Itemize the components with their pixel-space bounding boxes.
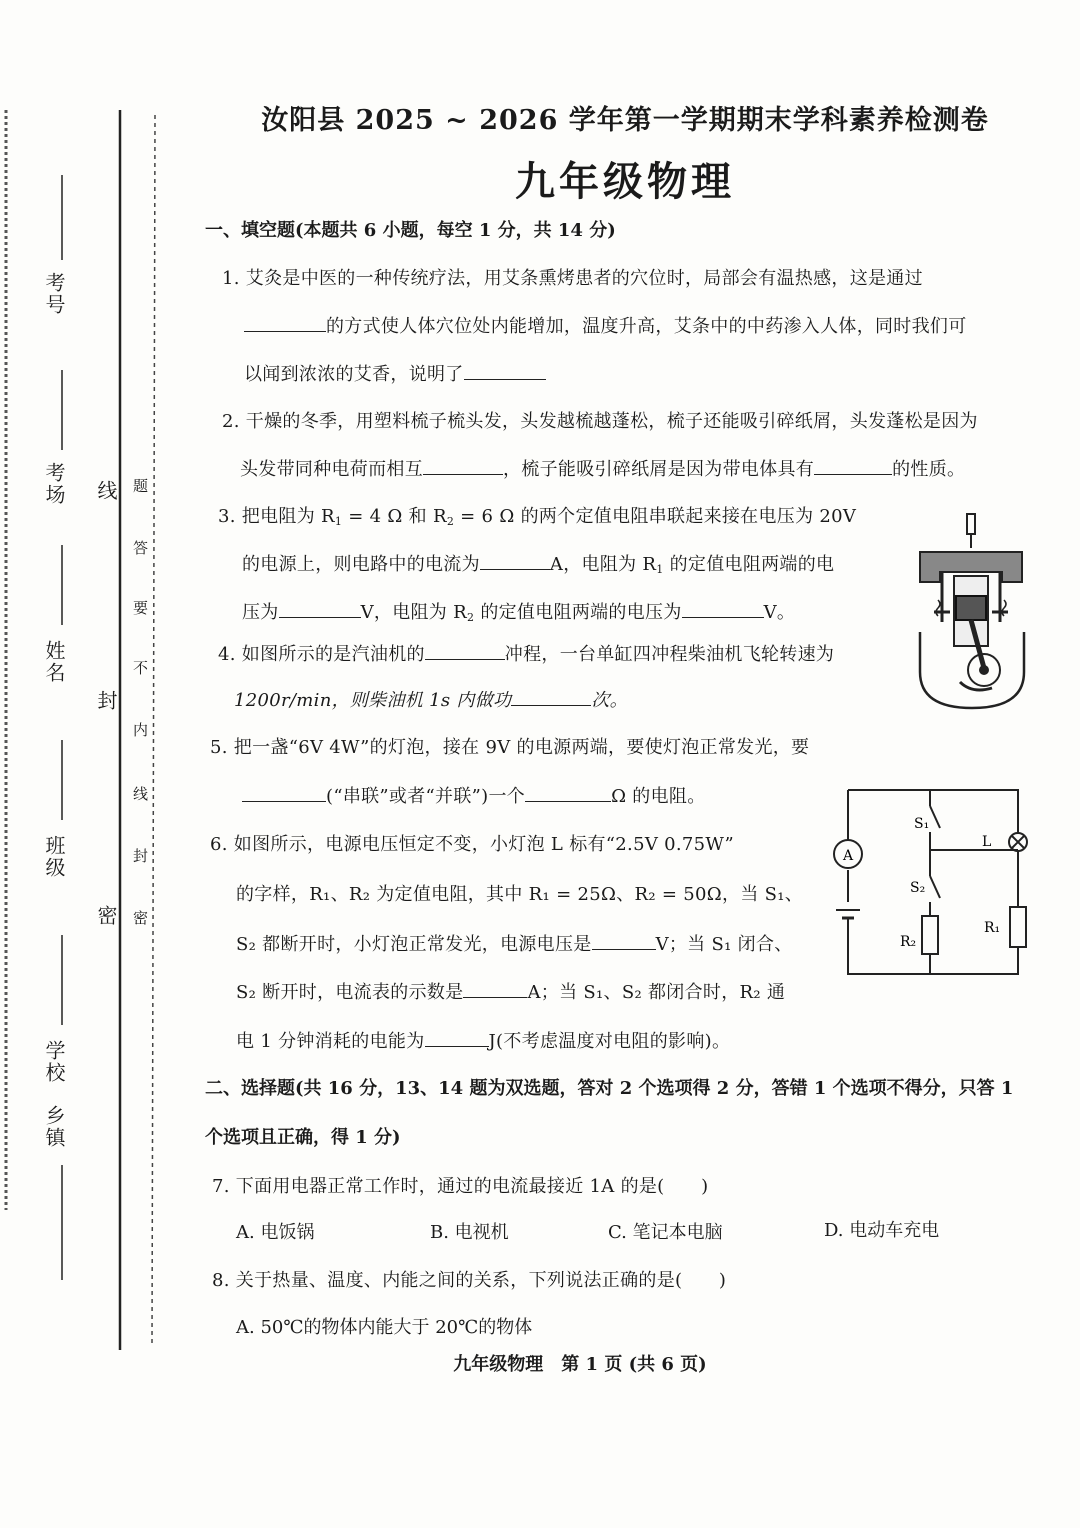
- seal-note-4: 不: [131, 660, 149, 675]
- field-exam-number: 考号: [42, 272, 66, 316]
- q2-line1: 2. 干燥的冬季，用塑料梳子梳头发，头发越梳越蓬松，梳子还能吸引碎纸屑，头发蓬松是因为: [222, 411, 978, 432]
- engine-diagram: [912, 512, 1030, 712]
- q1-line3: 以闻到浓浓的艾香，说明了: [244, 360, 546, 386]
- r1-label: R₁: [984, 920, 1001, 936]
- q7-option-b[interactable]: B. 电视机: [430, 1222, 509, 1243]
- seal-note-2: 答: [131, 540, 149, 555]
- section2-heading-line1: 二、选择题(共 16 分，13、14 题为双选题，答对 2 个选项得 2 分，答错 1 个选项不得分，只答 1: [205, 1078, 1014, 1099]
- seal-note-6: 线: [131, 786, 149, 801]
- q8-stem: 8. 关于热量、温度、内能之间的关系，下列说法正确的是( ): [212, 1270, 727, 1291]
- q4-blank2[interactable]: [511, 689, 591, 706]
- section1-heading: 一、填空题(本题共 6 小题，每空 1 分，共 14 分): [205, 220, 616, 241]
- seal-note-3: 要: [131, 600, 149, 615]
- field-township: 乡镇: [42, 1105, 66, 1149]
- seal-note-1: 题: [131, 478, 149, 493]
- q6-blank2[interactable]: [463, 981, 527, 998]
- seal-note-8: 密: [131, 910, 149, 925]
- q6-line5: 电 1 分钟消耗的电能为 J(不考虑温度对电阻的影响)。: [236, 1031, 731, 1052]
- q3-line2: 的电源上，则电路中的电流为 A，电阻为 $R_1$ 的定值电阻两端的电: [242, 554, 835, 576]
- q5-blank1[interactable]: [242, 785, 326, 802]
- q3-blank2[interactable]: [279, 601, 361, 618]
- seal-note-7: 封: [131, 848, 149, 863]
- subject-title: 九年级物理: [515, 158, 735, 205]
- field-school: 学校: [42, 1040, 66, 1084]
- circuit-diagram: [820, 782, 1036, 982]
- q4-line2: 1200r/min，则柴油机 1s 内做功 次。: [234, 690, 628, 711]
- q4-line1: 4. 如图所示的是汽油机的 冲程，一台单缸四冲程柴油机飞轮转速为: [218, 644, 835, 665]
- q3-blank1[interactable]: [480, 553, 550, 570]
- q5-line1: 5. 把一盏“6V 4W”的灯泡，接在 9V 的电源两端，要使灯泡正常发光，要: [210, 737, 810, 758]
- q7-option-a[interactable]: A. 电饭锅: [236, 1222, 315, 1243]
- q2-line2: 头发带同种电荷而相互 ，梳子能吸引碎纸屑是因为带电体具有 的性质。: [240, 459, 966, 480]
- q5-blank2[interactable]: [525, 785, 611, 802]
- q1-blank2[interactable]: [464, 363, 546, 380]
- field-name: 姓名: [42, 640, 66, 684]
- r2-label: R₂: [900, 934, 917, 950]
- s2-label: S₂: [910, 880, 926, 896]
- q3-line1: 3. 把电阻为 $R_1 = 4$ Ω 和 $R_2 = 6$ Ω 的两个定值电阻串联起来接在电压为 20V: [218, 506, 857, 528]
- binding-margin: [0, 0, 200, 1400]
- q3-blank3[interactable]: [682, 601, 764, 618]
- q2-blank2[interactable]: [814, 458, 892, 475]
- q7-option-d[interactable]: D. 电动车充电: [824, 1220, 940, 1241]
- seal-line-label: 线: [94, 480, 118, 502]
- lamp-label: L: [982, 834, 992, 850]
- ammeter-label: A: [843, 848, 854, 864]
- field-exam-room: 考场: [42, 462, 66, 506]
- seal-secret-label: 密: [94, 905, 118, 927]
- q2-blank1[interactable]: [423, 458, 503, 475]
- seal-note-5: 内: [131, 722, 149, 737]
- q6-line1: 6. 如图所示，电源电压恒定不变，小灯泡 L 标有“2.5V 0.75W”: [210, 834, 735, 855]
- q6-blank3[interactable]: [425, 1030, 489, 1047]
- q6-line3: S₂ 都断开时，小灯泡正常发光，电源电压是 V；当 S₁ 闭合、: [236, 934, 793, 955]
- q1-line1: 1. 艾灸是中医的一种传统疗法，用艾条熏烤患者的穴位时，局部会有温热感，这是通过: [222, 268, 923, 289]
- field-class: 班级: [42, 835, 66, 879]
- q6-line2: 的字样，R₁、R₂ 为定值电阻，其中 R₁ = 25Ω、R₂ = 50Ω，当 S₁、: [236, 884, 804, 905]
- q5-line2: (“串联”或者“并联”)一个 Ω 的电阻。: [242, 782, 706, 808]
- q7-stem: 7. 下面用电器正常工作时，通过的电流最接近 1A 的是( ): [212, 1176, 709, 1197]
- q1-blank1[interactable]: [244, 315, 326, 332]
- s1-label: S₁: [914, 816, 930, 832]
- q3-line3: 压为 V，电阻为 $R_2$ 的定值电阻两端的电压为 V。: [242, 602, 796, 624]
- q4-blank1[interactable]: [425, 643, 505, 660]
- seal-seal-label: 封: [94, 690, 118, 712]
- section2-heading-line2: 个选项且正确，得 1 分): [205, 1127, 401, 1148]
- q6-blank1[interactable]: [592, 933, 656, 950]
- q6-line4: S₂ 断开时，电流表的示数是 A；当 S₁、S₂ 都闭合时，R₂ 通: [236, 982, 786, 1003]
- page-footer: 九年级物理 第 1 页 (共 6 页): [453, 1354, 707, 1375]
- exam-title: 汝阳县 2025 ~ 2026 学年第一学期期末学科素养检测卷: [261, 105, 989, 136]
- q8-option-a[interactable]: A. 50℃的物体内能大于 20℃的物体: [236, 1317, 533, 1338]
- q7-option-c[interactable]: C. 笔记本电脑: [608, 1222, 723, 1243]
- q1-line2: 的方式使人体穴位处内能增加，温度升高，艾条中的中药渗入人体，同时我们可: [244, 312, 967, 338]
